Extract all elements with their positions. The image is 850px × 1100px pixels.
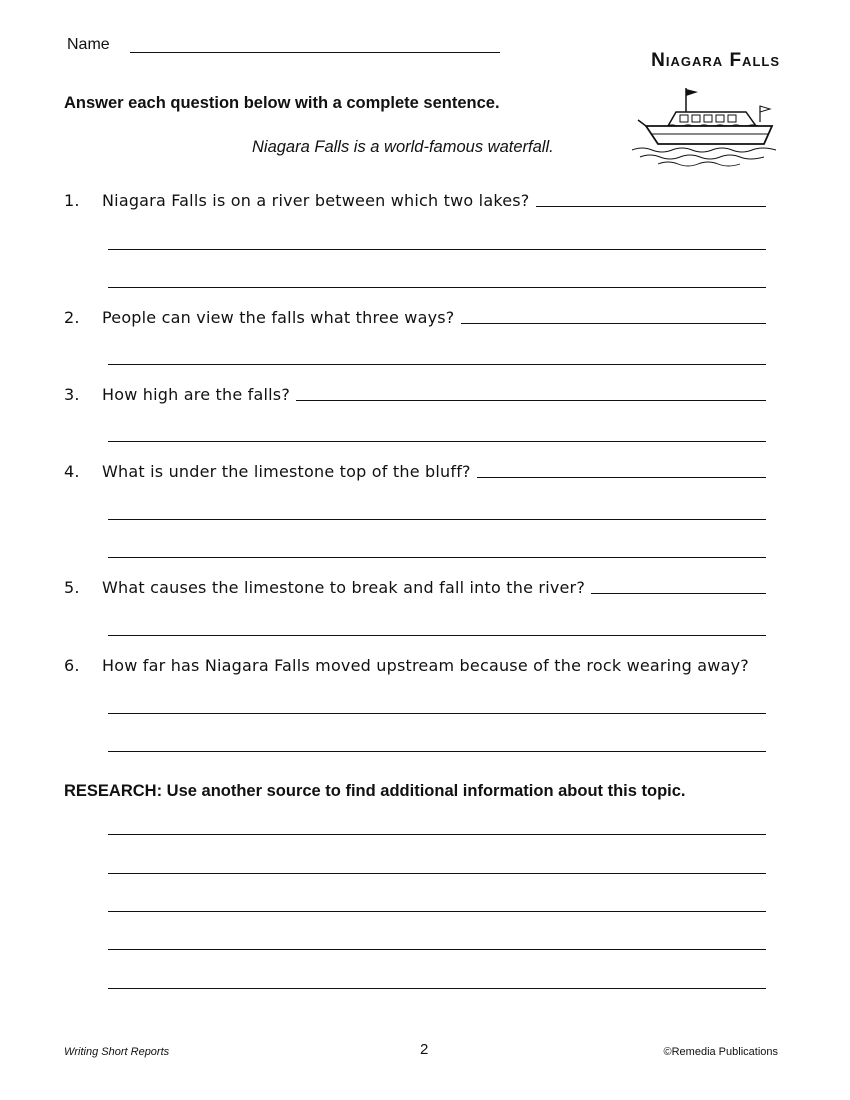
answer-inline-line[interactable] bbox=[296, 400, 766, 401]
answer-inline-line[interactable] bbox=[591, 593, 766, 594]
footer-book-title: Writing Short Reports bbox=[64, 1046, 170, 1058]
answer-line[interactable] bbox=[108, 557, 766, 558]
name-label: Name bbox=[67, 36, 110, 53]
name-field-line[interactable] bbox=[130, 52, 500, 53]
instruction-text: Answer each question below with a complete sentence. bbox=[64, 94, 500, 112]
answer-line[interactable] bbox=[108, 751, 766, 752]
research-answer-line[interactable] bbox=[108, 949, 766, 950]
tour-boat-icon bbox=[628, 82, 784, 168]
topic-subtitle: Niagara Falls is a world-famous waterfall. bbox=[252, 138, 554, 156]
question-number: 4. bbox=[64, 462, 80, 481]
answer-line[interactable] bbox=[108, 519, 766, 520]
question-text: Niagara Falls is on a river between which two lakes? bbox=[102, 191, 530, 210]
question-5 bbox=[64, 578, 766, 597]
question-text: How high are the falls? bbox=[102, 385, 291, 404]
question-4 bbox=[64, 462, 766, 481]
question-2 bbox=[64, 308, 766, 327]
worksheet-title: Niagara Falls bbox=[651, 50, 780, 71]
question-6 bbox=[64, 656, 766, 675]
question-text: People can view the falls what three ways? bbox=[102, 308, 455, 327]
answer-line[interactable] bbox=[108, 635, 766, 636]
answer-line[interactable] bbox=[108, 713, 766, 714]
question-number: 2. bbox=[64, 308, 80, 327]
question-text: How far has Niagara Falls moved upstream because of the rock wearing away? bbox=[102, 656, 749, 675]
research-answer-line[interactable] bbox=[108, 834, 766, 835]
research-prompt: RESEARCH: Use another source to find additional information about this topic. bbox=[64, 782, 686, 800]
footer-publisher: ©Remedia Publications bbox=[663, 1046, 778, 1058]
question-text: What is under the limestone top of the bluff? bbox=[102, 462, 471, 481]
question-number: 5. bbox=[64, 578, 80, 597]
question-3 bbox=[64, 385, 766, 404]
page-number: 2 bbox=[420, 1041, 429, 1058]
answer-inline-line[interactable] bbox=[461, 323, 767, 324]
answer-inline-line[interactable] bbox=[536, 206, 767, 207]
answer-line[interactable] bbox=[108, 249, 766, 250]
question-number: 3. bbox=[64, 385, 80, 404]
answer-line[interactable] bbox=[108, 364, 766, 365]
answer-line[interactable] bbox=[108, 441, 766, 442]
research-answer-line[interactable] bbox=[108, 873, 766, 874]
answer-line[interactable] bbox=[108, 287, 766, 288]
answer-inline-line[interactable] bbox=[477, 477, 766, 478]
question-text: What causes the limestone to break and fall into the river? bbox=[102, 578, 586, 597]
question-1 bbox=[64, 191, 766, 210]
research-answer-line[interactable] bbox=[108, 988, 766, 989]
research-answer-line[interactable] bbox=[108, 911, 766, 912]
question-number: 6. bbox=[64, 656, 80, 675]
question-number: 1. bbox=[64, 191, 80, 210]
